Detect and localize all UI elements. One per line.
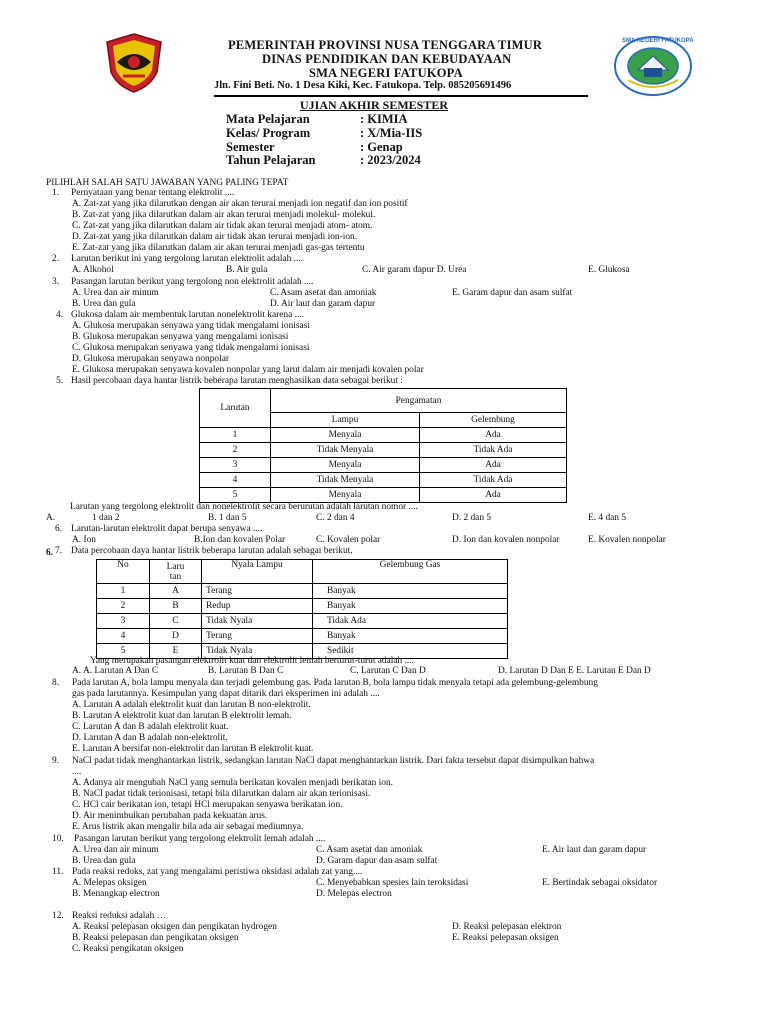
q1-option-b: B. Zat-zat yang jika dilarutkan dalam air akan terurai menjadi molekul- molekul. — [72, 210, 376, 220]
q9-option-a: A. Adanya air mengubah NaCl yang semula berikatan kovalen menjadi berikatan ion. — [72, 778, 393, 788]
q11-option-c: C. Menyebabkan spesies lain teroksidasi — [316, 878, 469, 888]
q12-option-c: C. Reaksi pengikatan oksigen — [72, 944, 184, 954]
q7-cell: Terang — [202, 629, 313, 644]
q7-cell: Banyak — [313, 629, 508, 644]
exam-title: UJIAN AKHIR SEMESTER — [300, 98, 449, 112]
q1-option-c: C. Zat-zat yang jika dilarutkan dalam air tidak akan terurai menjadi atom- atom. — [72, 221, 373, 231]
q5-cell: Ada — [420, 488, 567, 503]
q7-cell: Tidak Ada — [313, 614, 508, 629]
q7-col-tan: tan — [169, 571, 182, 582]
q5-col-larutan: Larutan — [200, 389, 271, 428]
q7-option-c: C. Larutan C Dan D — [350, 666, 426, 676]
q5-cell: 1 — [200, 428, 271, 443]
q7-num: 7. — [55, 546, 63, 556]
q6-option-c: C. Kovalen polar — [316, 535, 381, 545]
q4-option-a: A. Glukosa merupakan senyawa yang tidak mengalami ionisasi — [72, 321, 310, 331]
q5-col-gelembung: Gelembung — [420, 413, 567, 428]
q8-num: 8. — [52, 678, 60, 688]
q7-cell: Terang — [202, 584, 313, 599]
q7-option-a: A. A. Larutan A Dan C — [72, 666, 159, 676]
q7-cell: Banyak — [313, 599, 508, 614]
q1-num: 1. — [52, 188, 60, 198]
q5-option-c: C. 2 dan 4 — [316, 513, 355, 523]
q7-cell: 2 — [97, 599, 150, 614]
q5-cell: Menyala — [271, 488, 420, 503]
q5-cell: Ada — [420, 458, 567, 473]
q8-text: Pada larutan A, bola lampu menyala dan terjadi gelembung gas. Pada larutan B, bola lampu tidak menyala tetapi ada gelembung-gelembung — [72, 678, 598, 688]
q1-option-d: D. Zat-zat yang jika dilarutkan dalam air tidak akan terurai menjadi ion-ion. — [72, 232, 358, 242]
q5-cell: Ada — [420, 428, 567, 443]
q6-text: Larutan-larutan elektrolit dapat berupa senyawa .... — [71, 524, 263, 534]
q7-col-gas: Gelembung Gas — [313, 560, 508, 584]
q2-option-b: B. Air gula — [226, 265, 268, 275]
q3-option-b: B. Urea dan gula — [72, 299, 136, 309]
q7-col-lampu: Nyala Lampu — [202, 560, 313, 584]
q4-text: Glukosa dalam air membentuk larutan nonelektrolit karena .... — [71, 310, 304, 320]
q10-text: Pasangan larutan berikut yang tergolong elektrolit lemah adalah .... — [74, 834, 326, 844]
q9-option-d: D. Air menimbulkan perubahan pada kekuatan arus. — [72, 811, 268, 821]
q5-option-d: D. 2 dan 5 — [452, 513, 492, 523]
q12-option-d: D. Reaksi pelepasan elektron — [452, 922, 562, 932]
q7-col-laru: Laru — [166, 561, 185, 572]
q11-option-d: D. Melepas electron — [316, 889, 392, 899]
q7-cell: 4 — [97, 629, 150, 644]
q8-option-b: B. Larutan A elektrolit kuat dan larutan B elektrolit lemah. — [72, 711, 292, 721]
q7-cell: Sedikit — [313, 644, 508, 659]
q8-option-d: D. Larutan A dan B adalah non-elektrolit. — [72, 733, 228, 743]
field-value-1: : KIMIA — [360, 112, 408, 126]
table-row — [200, 458, 567, 473]
q5-cell: Tidak Ada — [420, 473, 567, 488]
q3-option-a: A. Urea dan air minum — [72, 288, 159, 298]
q5-cell: Menyala — [271, 428, 420, 443]
q4-option-d: D. Glukosa merupakan senyawa nonpolar — [72, 354, 229, 364]
table-row — [97, 599, 508, 614]
field-label-2: Kelas/ Program — [226, 126, 311, 140]
table-row — [97, 629, 508, 644]
q4-option-e: E. Glukosa merupakan senyawa kovalen nonpolar yang larut dalam air menjadi kovalen polar — [72, 365, 424, 375]
q5-cell: 5 — [200, 488, 271, 503]
q4-option-c: C. Glukosa merupakan senyawa yang tidak mengalami ionisasi — [72, 343, 310, 353]
q1-option-a: A. Zat-zat yang jika dilarutkan dengan air akan terurai menjadi ion negatif dan ion positif — [72, 199, 408, 209]
q5-cell: 3 — [200, 458, 271, 473]
q10-option-c: C. Asam asetat dan amoniak — [316, 845, 423, 855]
q7-option-b: B. Larutan B Dan C — [208, 666, 284, 676]
q5-option-a: A. — [46, 513, 56, 523]
q7-col-larutan — [150, 560, 202, 584]
q4-option-b: B. Glukosa merupakan senyawa yang mengalami ionisasi — [72, 332, 289, 342]
q10-option-b: B. Urea dan gula — [72, 856, 136, 866]
header-line2: DINAS PENDIDIKAN DAN KEBUDAYAAN — [262, 52, 512, 66]
q5-option-e: E. 4 dan 5 — [588, 513, 627, 523]
table-row — [200, 488, 567, 503]
q8-option-e: E. Larutan A bersifat non-elektrolit dan larutan B elektrolit kuat. — [72, 744, 314, 754]
q11-option-a: A. Melepas oksigen — [72, 878, 147, 888]
q3-option-d: D. Air laut dan garam dapur — [270, 299, 376, 309]
q5-cell: 4 — [200, 473, 271, 488]
q5-col-pengamatan: Pengamatan — [271, 389, 567, 413]
q9-text-2: .... — [72, 767, 82, 777]
q5-after: Larutan yang tergolong elektrolit dan nonelektrolit secara berurutan adalah larutan nomor .... — [70, 502, 418, 512]
instruction: PILIHLAH SALAH SATU JAWABAN YANG PALING TEPAT — [46, 178, 289, 188]
q7-table — [96, 559, 508, 659]
header-line1: PEMERINTAH PROVINSI NUSA TENGGARA TIMUR — [228, 38, 543, 52]
q2-text: Larutan berikut ini yang tergolong larutan elektrolit adalah .... — [71, 254, 304, 264]
q6-option-b: B.Ion dan kovalen Polar — [194, 535, 286, 545]
q7-after: Yang merupakan pasangan elektrolit kuat dan elektrolit lemah berturut-turut adalah .... — [90, 656, 414, 666]
q7-col-no: No — [97, 560, 150, 584]
header-address: Jln. Fini Beti. No. 1 Desa Kiki, Kec. Fatukopa. Telp. 085205691496 — [214, 80, 512, 91]
q2-num: 2. — [52, 254, 60, 264]
field-value-4: : 2023/2024 — [360, 153, 421, 167]
header-rule — [214, 95, 588, 97]
field-label-3: Semester — [226, 140, 275, 154]
q7-option-de: D. Larutan D Dan E E. Larutan E Dan D — [498, 666, 651, 676]
q10-num: 10. — [52, 834, 64, 844]
q3-num: 3. — [52, 277, 60, 287]
q7-text: Data percobaan daya hantar listrik beberapa larutan adalah sebagai berikut. — [71, 546, 353, 556]
q12-option-a: A. Reaksi pelepasan oksigen dan pengikatan hydrogen — [72, 922, 277, 932]
q7-cell: E — [150, 644, 202, 659]
q2-option-cd: C. Air garam dapur D. Urea — [362, 265, 467, 275]
q5-cell: 2 — [200, 443, 271, 458]
table-row — [200, 473, 567, 488]
q9-option-c: C. HCl cair berikatan ion, tetapi HCl merupakan senyawa berikatan ion. — [72, 800, 343, 810]
q5-table — [199, 388, 567, 503]
q3-option-e: E. Garam dapur dan asam sulfat — [452, 288, 573, 298]
q9-text: NaCl padat tidak menghantarkan listrik, sedangkan larutan NaCl dapat menghantarkan listrik. Dari fakta tersebut dapat disimpulkan bahwa — [72, 756, 595, 766]
q6-num: 6. — [55, 524, 63, 534]
q7-cell: Redup — [202, 599, 313, 614]
q5-cell: Tidak Menyala — [271, 443, 420, 458]
q11-option-e: E. Bertindak sebagai oksidator — [542, 878, 658, 888]
q5-cell: Tidak Menyala — [271, 473, 420, 488]
q11-num: 11. — [52, 867, 64, 877]
q7-cell: Banyak — [313, 584, 508, 599]
q5-option-b: B. 1 dan 5 — [208, 513, 247, 523]
q5-cell: Menyala — [271, 458, 420, 473]
q5-option-a-value: 1 dan 2 — [92, 513, 120, 523]
q10-option-d: D. Garam dapur dan asam sulfat — [316, 856, 438, 866]
q7-cell: 3 — [97, 614, 150, 629]
q7-cell: A — [150, 584, 202, 599]
table-row — [200, 428, 567, 443]
q9-option-b: B. NaCl padat tidak terionisasi, tetapi bila dilarutkan dalam air akan terionisasi. — [72, 789, 371, 799]
q7-mark: 6. — [46, 548, 54, 558]
q11-option-b: B. Menangkap electron — [72, 889, 160, 899]
q10-option-a: A. Urea dan air minum — [72, 845, 159, 855]
q7-cell: 1 — [97, 584, 150, 599]
q7-cell: D — [150, 629, 202, 644]
field-label-4: Tahun Pelajaran — [226, 153, 316, 167]
field-value-2: : X/Mia-IIS — [360, 126, 423, 140]
table-row — [97, 584, 508, 599]
left-logo — [103, 32, 165, 94]
q12-option-b: B. Reaksi pelepasan dan pengikatan oksigen — [72, 933, 239, 943]
q7-cell: Tidak Nyala — [202, 614, 313, 629]
q2-option-e: E. Glukosa — [588, 265, 630, 275]
q2-option-a: A. Alkohol — [72, 265, 114, 275]
right-logo-text: SMA NEGERI FATUKOPA — [622, 38, 694, 44]
q6-option-a: A. Ion — [72, 535, 96, 545]
table-row — [200, 443, 567, 458]
q7-cell: Tidak Nyala — [202, 644, 313, 659]
field-label-1: Mata Pelajaran — [226, 112, 310, 126]
field-value-3: : Genap — [360, 140, 403, 154]
q7-cell: 5 — [97, 644, 150, 659]
q3-text: Pasangan larutan berikut yang tergolong non elektrolit adalah .... — [71, 277, 314, 287]
q6-option-d: D. Ion dan kovalen nonpolar — [452, 535, 560, 545]
q5-num: 5. — [56, 376, 64, 386]
q7-cell: C — [150, 614, 202, 629]
table-row — [97, 614, 508, 629]
q12-text: Reaksi reduksi adalah … — [72, 911, 166, 921]
q8-option-c: C. Larutan A dan B adalah elektrolit kuat. — [72, 722, 229, 732]
q3-option-c: C. Asam asetat dan amoniak — [270, 288, 377, 298]
q5-text: Hasil percobaan daya hantar listrik beberapa larutan menghasilkan data sebagai berikut : — [71, 376, 403, 386]
q9-option-e: E. Arus listrik akan mengalir bila ada air sebagai mediumnya. — [72, 822, 304, 832]
q8-text-2: gas pada larutannya. Kesimpulan yang dapat ditarik dari eksperimen ini adalah .... — [72, 689, 380, 699]
q5-cell: Tidak Ada — [420, 443, 567, 458]
q12-option-e: E. Reaksi pelepasan oksigen — [452, 933, 559, 943]
q1-text: Pernyataan yang benar tentang elektrolit .... — [71, 188, 235, 198]
q1-option-e: E. Zat-zat yang jika dilarutkan dalam air akan terurai menjadi gas-gas tertentu — [72, 243, 365, 253]
q5-col-lampu: Lampu — [271, 413, 420, 428]
q10-option-e: E. Air laut dan garam dapur — [542, 845, 647, 855]
q8-option-a: A. Larutan A adalah elektrolit kuat dan larutan B non-elektrolit. — [72, 700, 311, 710]
q4-num: 4. — [56, 310, 64, 320]
q12-num: 12. — [52, 911, 64, 921]
header-line3: SMA NEGERI FATUKOPA — [309, 66, 463, 80]
right-logo — [614, 36, 692, 96]
q7-cell: B — [150, 599, 202, 614]
q6-option-e: E. Kovalen nonpolar — [588, 535, 666, 545]
q11-text: Pada reaksi redoks, zat yang mengalami peristiwa oksidasi adalah zat yang.... — [72, 867, 363, 877]
q9-num: 9. — [52, 756, 60, 766]
